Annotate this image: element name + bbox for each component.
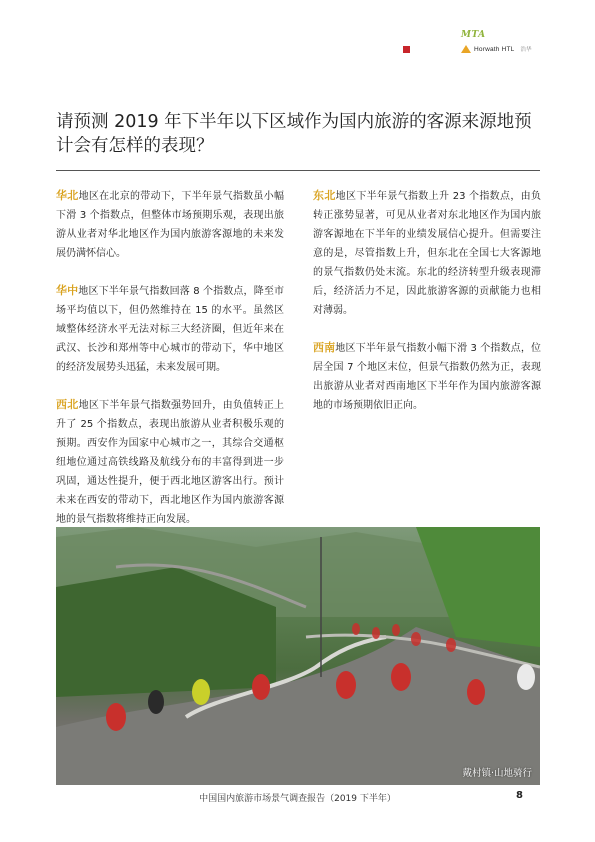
section-huazhong xyxy=(56,281,284,377)
cyclist-far-2 xyxy=(372,627,380,639)
section-xinan xyxy=(313,338,541,415)
cyclist-8 xyxy=(517,664,535,690)
cyclist-5 xyxy=(336,671,356,699)
page-number: 8 xyxy=(516,790,523,801)
footer-report-title: 中国国内旅游市场景气调查报告（2019 下半年） xyxy=(199,794,396,804)
section-xibei xyxy=(56,395,284,529)
cyclist-far-3 xyxy=(392,624,400,636)
horwath-logo-icon xyxy=(461,45,471,53)
title-divider xyxy=(56,170,540,171)
partner-logo xyxy=(403,46,447,53)
cycling-photo-illustration xyxy=(56,527,540,785)
header-logos xyxy=(403,30,553,64)
region-key-huazhong: 华中 xyxy=(56,284,79,297)
region-text-xinan: 地区下半年景气指数小幅下滑 3 个指数点，位居全国 7 个地区末位，但景气指数仍然为正，表现出旅游从业者对西南地区下半年作为国内旅游客源地的市场预期依旧正向。 xyxy=(313,343,541,411)
cyclist-far-1 xyxy=(352,623,360,635)
page-title: 请预测 2019 年下半年以下区域作为国内旅游的客源来源地预计会有怎样的表现？ xyxy=(56,112,532,156)
mta-logo: MTA xyxy=(461,30,486,40)
cyclist-2 xyxy=(148,690,164,714)
photo-caption: 戴村镇·山地骑行 xyxy=(462,768,532,779)
region-text-huazhong: 地区下半年景气指数回落 8 个指数点，降至市场平均值以下，但仍然维持在 15 的水平。虽然区域整体经济水平无法对标三大经济圈，但近年来在武汉、长沙和郑州等中心城市的带动下，华中地区的经济发展势头迅猛，未来发展可期。 xyxy=(56,286,284,373)
cyclist-far-4 xyxy=(411,632,421,646)
region-text-xibei: 地区下半年景气指数强势回升，由负值转正上升了 25 个指数点，表现出旅游从业者积极乐观的预期。西安作为国家中心城市之一，其综合交通枢纽地位通过高铁线路及航线分布的丰富得到进一步巩固，通达性提升，便于西北地区游客出行。预计未来在西安的带动下，西北地区作为国内旅游客源地的景气指数将维持正向发展。 xyxy=(56,400,285,525)
region-key-dongbei: 东北 xyxy=(313,189,336,202)
region-text-dongbei: 地区下半年景气指数上升 23 个指数点，由负转正涨势显著，可见从业者对东北地区作为国内旅游客源地在下半年的业绩发展信心提升。但需要注意的是，尽管指数上升，但东北在全国七大客源地的景气指数仍处末流。东北的经济转型升级表现滞后，经济活力不足，因此旅游客源的贡献能力也相对薄弱。 xyxy=(313,191,542,316)
region-key-xibei: 西北 xyxy=(56,398,79,411)
cycling-photo xyxy=(56,527,540,785)
horwath-brand-cn: 浩华 xyxy=(520,47,532,53)
region-key-xinan: 西南 xyxy=(313,341,336,354)
region-key-huabei: 华北 xyxy=(56,189,79,202)
cyclist-3 xyxy=(192,679,210,705)
partner-logo-mark xyxy=(403,46,410,53)
horwath-brand: Horwath HTL xyxy=(474,45,515,53)
cyclist-4 xyxy=(252,674,270,700)
cyclist-7 xyxy=(467,679,485,705)
region-text-huabei: 地区在北京的带动下，下半年景气指数虽小幅下滑 3 个指数点，但整体市场预期乐观，表现出旅游从业者对华北地区作为国内旅游客源地的未来发展仍满怀信心。 xyxy=(56,191,285,259)
section-dongbei xyxy=(313,186,541,320)
left-column xyxy=(56,186,284,547)
cyclist-6 xyxy=(391,663,411,691)
horwath-logo xyxy=(461,45,532,53)
right-column xyxy=(313,186,541,433)
cyclist-1 xyxy=(106,703,126,731)
cyclist-far-5 xyxy=(446,638,456,652)
section-huabei xyxy=(56,186,284,263)
